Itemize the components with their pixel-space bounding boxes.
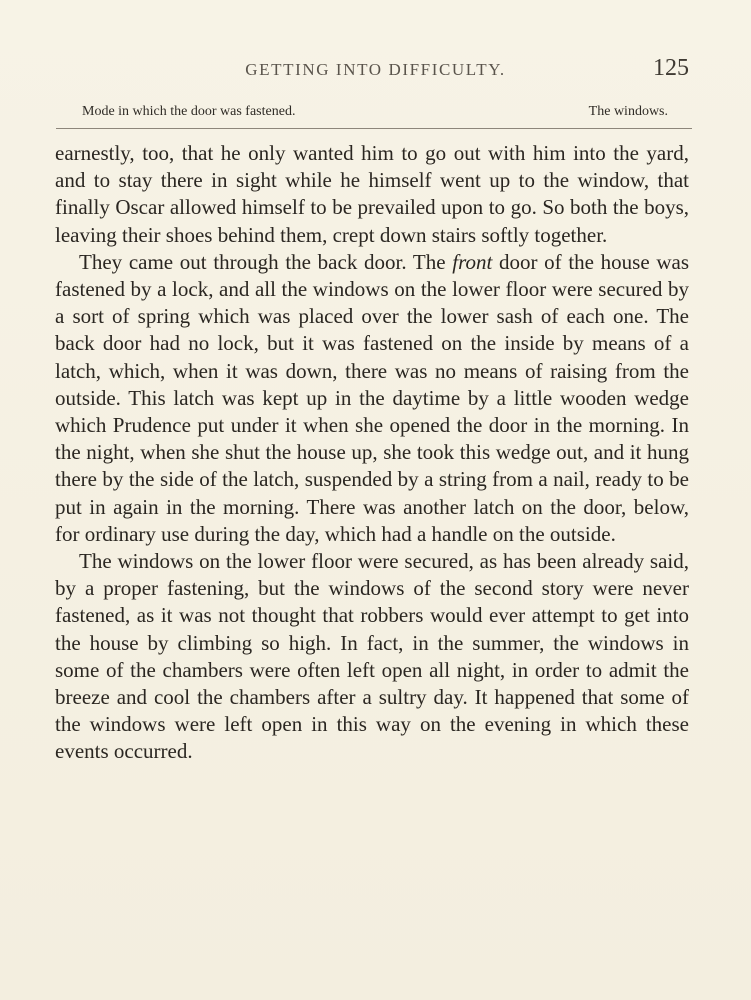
- side-note-left: Mode in which the door was fastened.: [82, 104, 296, 119]
- paragraph-2: [55, 249, 689, 548]
- paragraph-2-start: They came out through the back door. The: [79, 249, 453, 274]
- page-number: 125: [653, 55, 689, 81]
- paragraph-1: earnestly, too, that he only wanted him to go out with him into the yard, and to stay there in sight while he himself went up to the window, that finally Oscar allowed himself to be prevailed upon to go. So both the boys, leaving their shoes behind them, crept down stairs softly together.: [55, 141, 689, 247]
- paragraph-3: The windows on the lower floor were secured, as has been already said, by a proper fastening, but the windows of the second story were never fastened, as it was not thought that robbers would ever attempt to get into the house by climbing so high. In fact, in the summer, the windows in some of the chambers were often left open all night, in order to admit the breeze and cool the chambers after a sultry day. It happened that some of the windows were left open in this way on the evening in which these events occurred.: [55, 549, 689, 764]
- running-head: [0, 54, 751, 86]
- italic-word-front: front: [452, 249, 493, 274]
- paragraph-2-rest: door of the house was fastened by a lock, and all the windows on the lower floor were secured by a sort of spring which was placed over the lower sash of each one. The back door had no lock, but it was fastened on the inside by means of a latch, which, when it was down, there was no means of raising from the outside. This latch was kept up in the daytime by a little wooden wedge which Prudence put under it when she opened the door in the morning. In the night, when she shut the house up, she took this wedge out, and it hung there by the side of the latch, suspended by a string from a nail, ready to be put in again in the morning. There was another latch on the door, below, for ordinary use during the day, which had a handle on the outside.: [55, 249, 690, 546]
- header-rule: [56, 128, 692, 129]
- side-notes: [82, 104, 668, 124]
- side-note-right: The windows.: [588, 104, 668, 119]
- body-text: [55, 140, 689, 766]
- chapter-title: GETTING INTO DIFFICULTY.: [245, 60, 506, 79]
